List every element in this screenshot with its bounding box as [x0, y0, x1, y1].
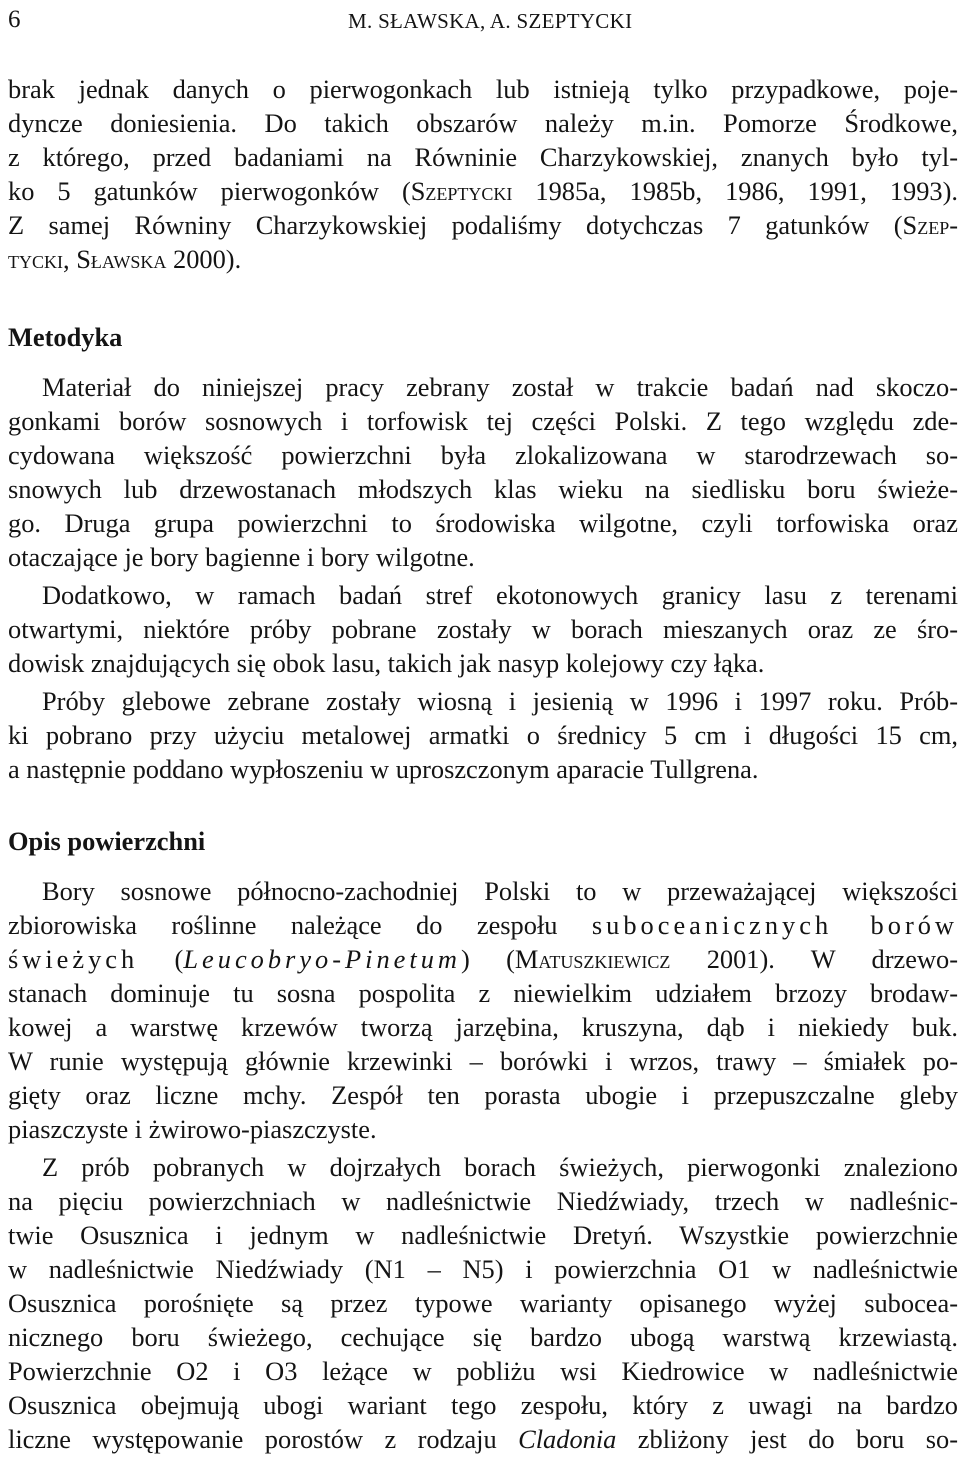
- text-line: [8, 1388, 958, 1422]
- line-text: piaszczyste i żwirowo-piaszczyste.: [8, 1114, 377, 1144]
- line-text: gięty oraz liczne mchy. Zespół ten porasta ubogie i przepuszczalne gleby: [8, 1080, 958, 1110]
- line-text: zbiorowiska roślinne należące do zespołu: [8, 910, 592, 940]
- text-line: [8, 752, 958, 786]
- styled-text: Szep-: [902, 210, 958, 240]
- text-line: [8, 540, 958, 574]
- line-text: snowych lub drzewostanach młodszych klas wieku na siedlisku boru świeże-: [8, 474, 958, 504]
- text-line: [8, 370, 958, 404]
- line-text: Z samej Równiny Charzykowskiej podaliśmy dotychczas 7 gatunków (: [8, 210, 903, 240]
- text-line: [8, 1252, 958, 1286]
- line-text: (: [138, 944, 184, 974]
- text-line: [8, 976, 958, 1010]
- styled-text: suboceanicznych borów: [591, 910, 958, 940]
- line-text: kowej a warstwę krzewów tworzą jarzębina, kruszyna, dąb i niekiedy buk.: [8, 1012, 958, 1042]
- line-text: stanach dominuje tu sosna pospolita z niewielkim udziałem brzozy brodaw-: [8, 978, 958, 1008]
- text-line: [8, 1320, 958, 1354]
- text-line: [8, 106, 958, 140]
- line-text: Próby glebowe zebrane zostały wiosną i jesienią w 1996 i 1997 roku. Prób-: [42, 686, 958, 716]
- line-text: Powierzchnie O2 i O3 leżące w pobliżu wsi Kiedrowice w nadleśnictwie: [8, 1356, 958, 1386]
- line-text: zbliżony jest do boru so-: [616, 1424, 958, 1454]
- section-heading: [8, 824, 958, 858]
- line-text: cydowana większość powierzchni była zlokalizowana w starodrzewach so-: [8, 440, 958, 470]
- line-text: Materiał do niniejszej pracy zebrany został w trakcie badań nad skoczo-: [42, 372, 958, 402]
- line-text: 2000).: [166, 244, 242, 274]
- text-line: [8, 1078, 958, 1112]
- page-number: 6: [8, 6, 21, 33]
- line-text: ) (: [460, 944, 515, 974]
- section-heading-text: Metodyka: [8, 322, 123, 352]
- line-text: dowisk znajdujących się obok lasu, takich jak nasyp kolejowy czy łąka.: [8, 648, 765, 678]
- text-line: [8, 612, 958, 646]
- text-line: [8, 1044, 958, 1078]
- running-title: M. SŁAWSKA, A. SZEPTYCKI: [348, 9, 633, 33]
- line-text: Z prób pobranych w dojrzałych borach świeżych, pierwogonki znaleziono: [42, 1152, 958, 1182]
- text-line: [8, 1354, 958, 1388]
- line-text: ko 5 gatunków pierwogonków (: [8, 176, 411, 206]
- text-line: [8, 404, 958, 438]
- text-line: [8, 208, 958, 242]
- text-line: [8, 942, 958, 976]
- line-text: a następnie poddano wypłoszeniu w uproszczonym aparacie Tullgrena.: [8, 754, 759, 784]
- text-line: [8, 1218, 958, 1252]
- line-text: ki pobrano przy użyciu metalowej armatki o średnicy 5 cm i długości 15 cm,: [8, 720, 958, 750]
- line-text: Dodatkowo, w ramach badań stref ekotonowych granicy lasu z terenami: [42, 580, 958, 610]
- line-text: twie Osusznica i jednym w nadleśnictwie Dretyń. Wszystkie powierzchnie: [8, 1220, 958, 1250]
- text-line: [8, 1184, 958, 1218]
- line-text: 1985a, 1985b, 1986, 1991, 1993).: [512, 176, 958, 206]
- line-text: z którego, przed badaniami na Równinie Charzykowskiej, znanych było tyl-: [8, 142, 958, 172]
- line-text: w nadleśnictwie Niedźwiady (N1 – N5) i powierzchnia O1 w nadleśnictwie: [8, 1254, 958, 1284]
- line-text: Osusznica porośnięte są przez typowe warianty opisanego wyżej subocea-: [8, 1288, 958, 1318]
- text-line: [8, 908, 958, 942]
- section-heading: [8, 320, 958, 354]
- section-heading-text: Opis powierzchni: [8, 826, 206, 856]
- line-text: W runie występują głównie krzewinki – borówki i wrzos, trawy – śmiałek po-: [8, 1046, 958, 1076]
- text-line: [8, 140, 958, 174]
- styled-text: Szeptycki: [410, 176, 513, 206]
- line-text: Bory sosnowe północno-zachodniej Polski to w przeważającej większości: [42, 876, 958, 906]
- line-text: otwartymi, niektóre próby pobrane zostały w borach mieszanych oraz ze śro-: [8, 614, 958, 644]
- line-text: gonkami borów sosnowych i torfowisk tej części Polski. Z tego względu zde-: [8, 406, 958, 436]
- line-text: go. Druga grupa powierzchni to środowiska wilgotne, czyli torfowiska oraz: [8, 508, 958, 538]
- running-header: [8, 6, 958, 36]
- line-text: 2001). W drzewo-: [670, 944, 958, 974]
- styled-text: świeżych: [8, 944, 139, 974]
- line-text: liczne występowanie porostów z rodzaju: [8, 1424, 519, 1454]
- text-line: [8, 578, 958, 612]
- line-text: Osusznica obejmują ubogi wariant tego zespołu, który z uwagi na bardzo: [8, 1390, 958, 1420]
- line-text: otaczające je bory bagienne i bory wilgotne.: [8, 542, 475, 572]
- text-line: [8, 1286, 958, 1320]
- styled-text: Cladonia: [518, 1424, 617, 1454]
- text-line: [8, 684, 958, 718]
- styled-text: Matuszkiewicz: [514, 944, 671, 974]
- text-line: [8, 174, 958, 208]
- styled-text: Leucobryo-Pinetum: [183, 944, 461, 974]
- text-line: [8, 506, 958, 540]
- text-line: [8, 438, 958, 472]
- text-line: [8, 1150, 958, 1184]
- line-text: dyncze doniesienia. Do takich obszarów należy m.in. Pomorze Środkowe,: [8, 108, 958, 138]
- text-line: [8, 874, 958, 908]
- text-line: [8, 472, 958, 506]
- styled-text: tycki, Sławska: [8, 244, 167, 274]
- line-text: na pięciu powierzchniach w nadleśnictwie Niedźwiady, trzech w nadleśnic-: [8, 1186, 958, 1216]
- text-line: [8, 646, 958, 680]
- line-text: brak jednak danych o pierwogonkach lub istnieją tylko przypadkowe, poje-: [8, 74, 958, 104]
- text-line: [8, 1422, 958, 1456]
- text-line: [8, 72, 958, 106]
- text-line: [8, 1010, 958, 1044]
- line-text: nicznego boru świeżego, cechujące się bardzo ubogą warstwą krzewiastą.: [8, 1322, 958, 1352]
- text-line: [8, 242, 958, 276]
- text-line: [8, 718, 958, 752]
- text-line: [8, 1112, 958, 1146]
